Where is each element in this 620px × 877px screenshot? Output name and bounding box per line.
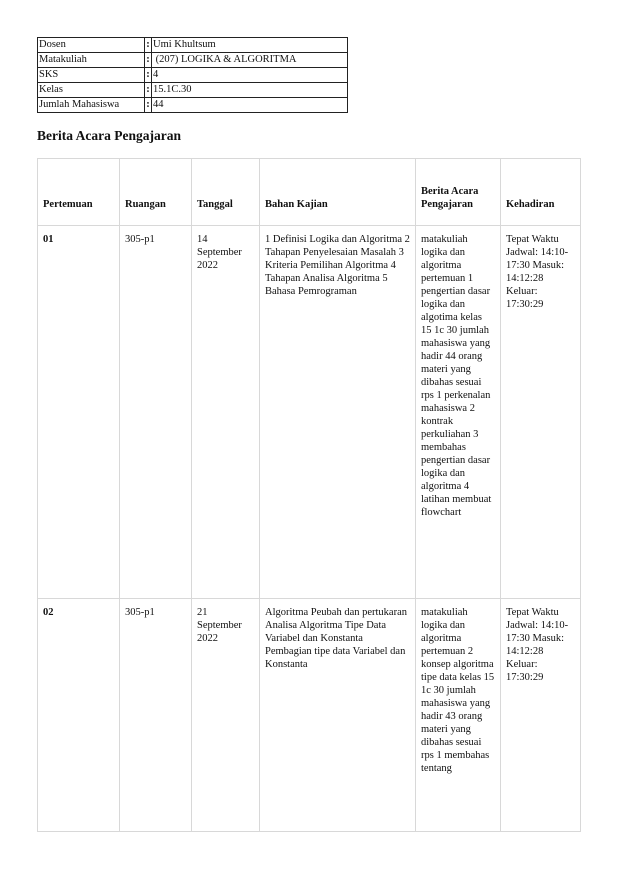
column-header-tanggal: Tanggal [192, 159, 260, 226]
column-header-ruangan: Ruangan [120, 159, 192, 226]
info-separator: : [145, 83, 152, 98]
info-value: 44 [152, 98, 348, 113]
section-heading: Berita Acara Pengajaran [37, 128, 181, 143]
table-row [38, 599, 581, 832]
info-value: 4 [152, 68, 348, 83]
cell-pertemuan: 02 [38, 599, 120, 832]
column-header-bahan-kajian: Bahan Kajian [260, 159, 416, 226]
cell-bahan-kajian: Algoritma Peubah dan pertukaran Analisa Algoritma Tipe Data Variabel dan Konstanta Pembagian tipe data Variabel dan Konstanta [260, 599, 416, 832]
cell-tanggal: 21 September 2022 [192, 599, 260, 832]
info-label: Matakuliah [38, 53, 145, 68]
info-row-matakuliah [38, 53, 348, 68]
cell-kehadiran: Tepat Waktu Jadwal: 14:10-17:30 Masuk: 14:12:28 Keluar: 17:30:29 [501, 599, 581, 832]
info-value: (207) LOGIKA & ALGORITMA [152, 53, 348, 68]
info-row-kelas [38, 83, 348, 98]
info-row-sks [38, 68, 348, 83]
cell-kehadiran: Tepat Waktu Jadwal: 14:10-17:30 Masuk: 14:12:28 Keluar: 17:30:29 [501, 226, 581, 599]
info-label: Jumlah Mahasiswa [38, 98, 145, 113]
info-row-jumlah-mahasiswa [38, 98, 348, 113]
cell-pertemuan: 01 [38, 226, 120, 599]
info-value: 15.1C.30 [152, 83, 348, 98]
info-separator: : [145, 38, 152, 53]
cell-berita-acara: matakuliah logika dan algoritma pertemuan 1 pengertian dasar logika dan algotima kelas 15 1c 30 jumlah mahasiswa yang hadir 44 orang materi yang dibahas sesuai rps 1 perkenalan mahasiswa 2 kontrak perkuliahan 3 membahas pengertian dasar logika dan algoritma 4 latihan membuat flowchart [416, 226, 501, 599]
cell-ruangan: 305-p1 [120, 599, 192, 832]
info-separator: : [145, 68, 152, 83]
teaching-report-table [37, 158, 581, 832]
cell-berita-acara: matakuliah logika dan algoritma pertemuan 2 konsep algoritma tipe data kelas 15 1c 30 jumlah mahasiswa yang hadir 43 orang materi yang dibahas sesuai rps 1 membahas tentang [416, 599, 501, 832]
course-info-table [37, 37, 348, 113]
info-label: Kelas [38, 83, 145, 98]
cell-bahan-kajian: 1 Definisi Logika dan Algoritma 2 Tahapan Penyelesaian Masalah 3 Kriteria Pemilihan Algoritma 4 Tahapan Analisa Algoritma 5 Bahasa Pemrograman [260, 226, 416, 599]
info-value: Umi Khultsum [152, 38, 348, 53]
cell-ruangan: 305-p1 [120, 226, 192, 599]
column-header-pertemuan: Pertemuan [38, 159, 120, 226]
info-separator: : [145, 98, 152, 113]
info-label: SKS [38, 68, 145, 83]
column-header-berita-acara: Berita Acara Pengajaran [416, 159, 501, 226]
table-row [38, 226, 581, 599]
info-label: Dosen [38, 38, 145, 53]
cell-tanggal: 14 September 2022 [192, 226, 260, 599]
column-header-kehadiran: Kehadiran [501, 159, 581, 226]
table-header-row [38, 159, 581, 226]
info-row-dosen [38, 38, 348, 53]
info-separator: : [145, 53, 152, 68]
